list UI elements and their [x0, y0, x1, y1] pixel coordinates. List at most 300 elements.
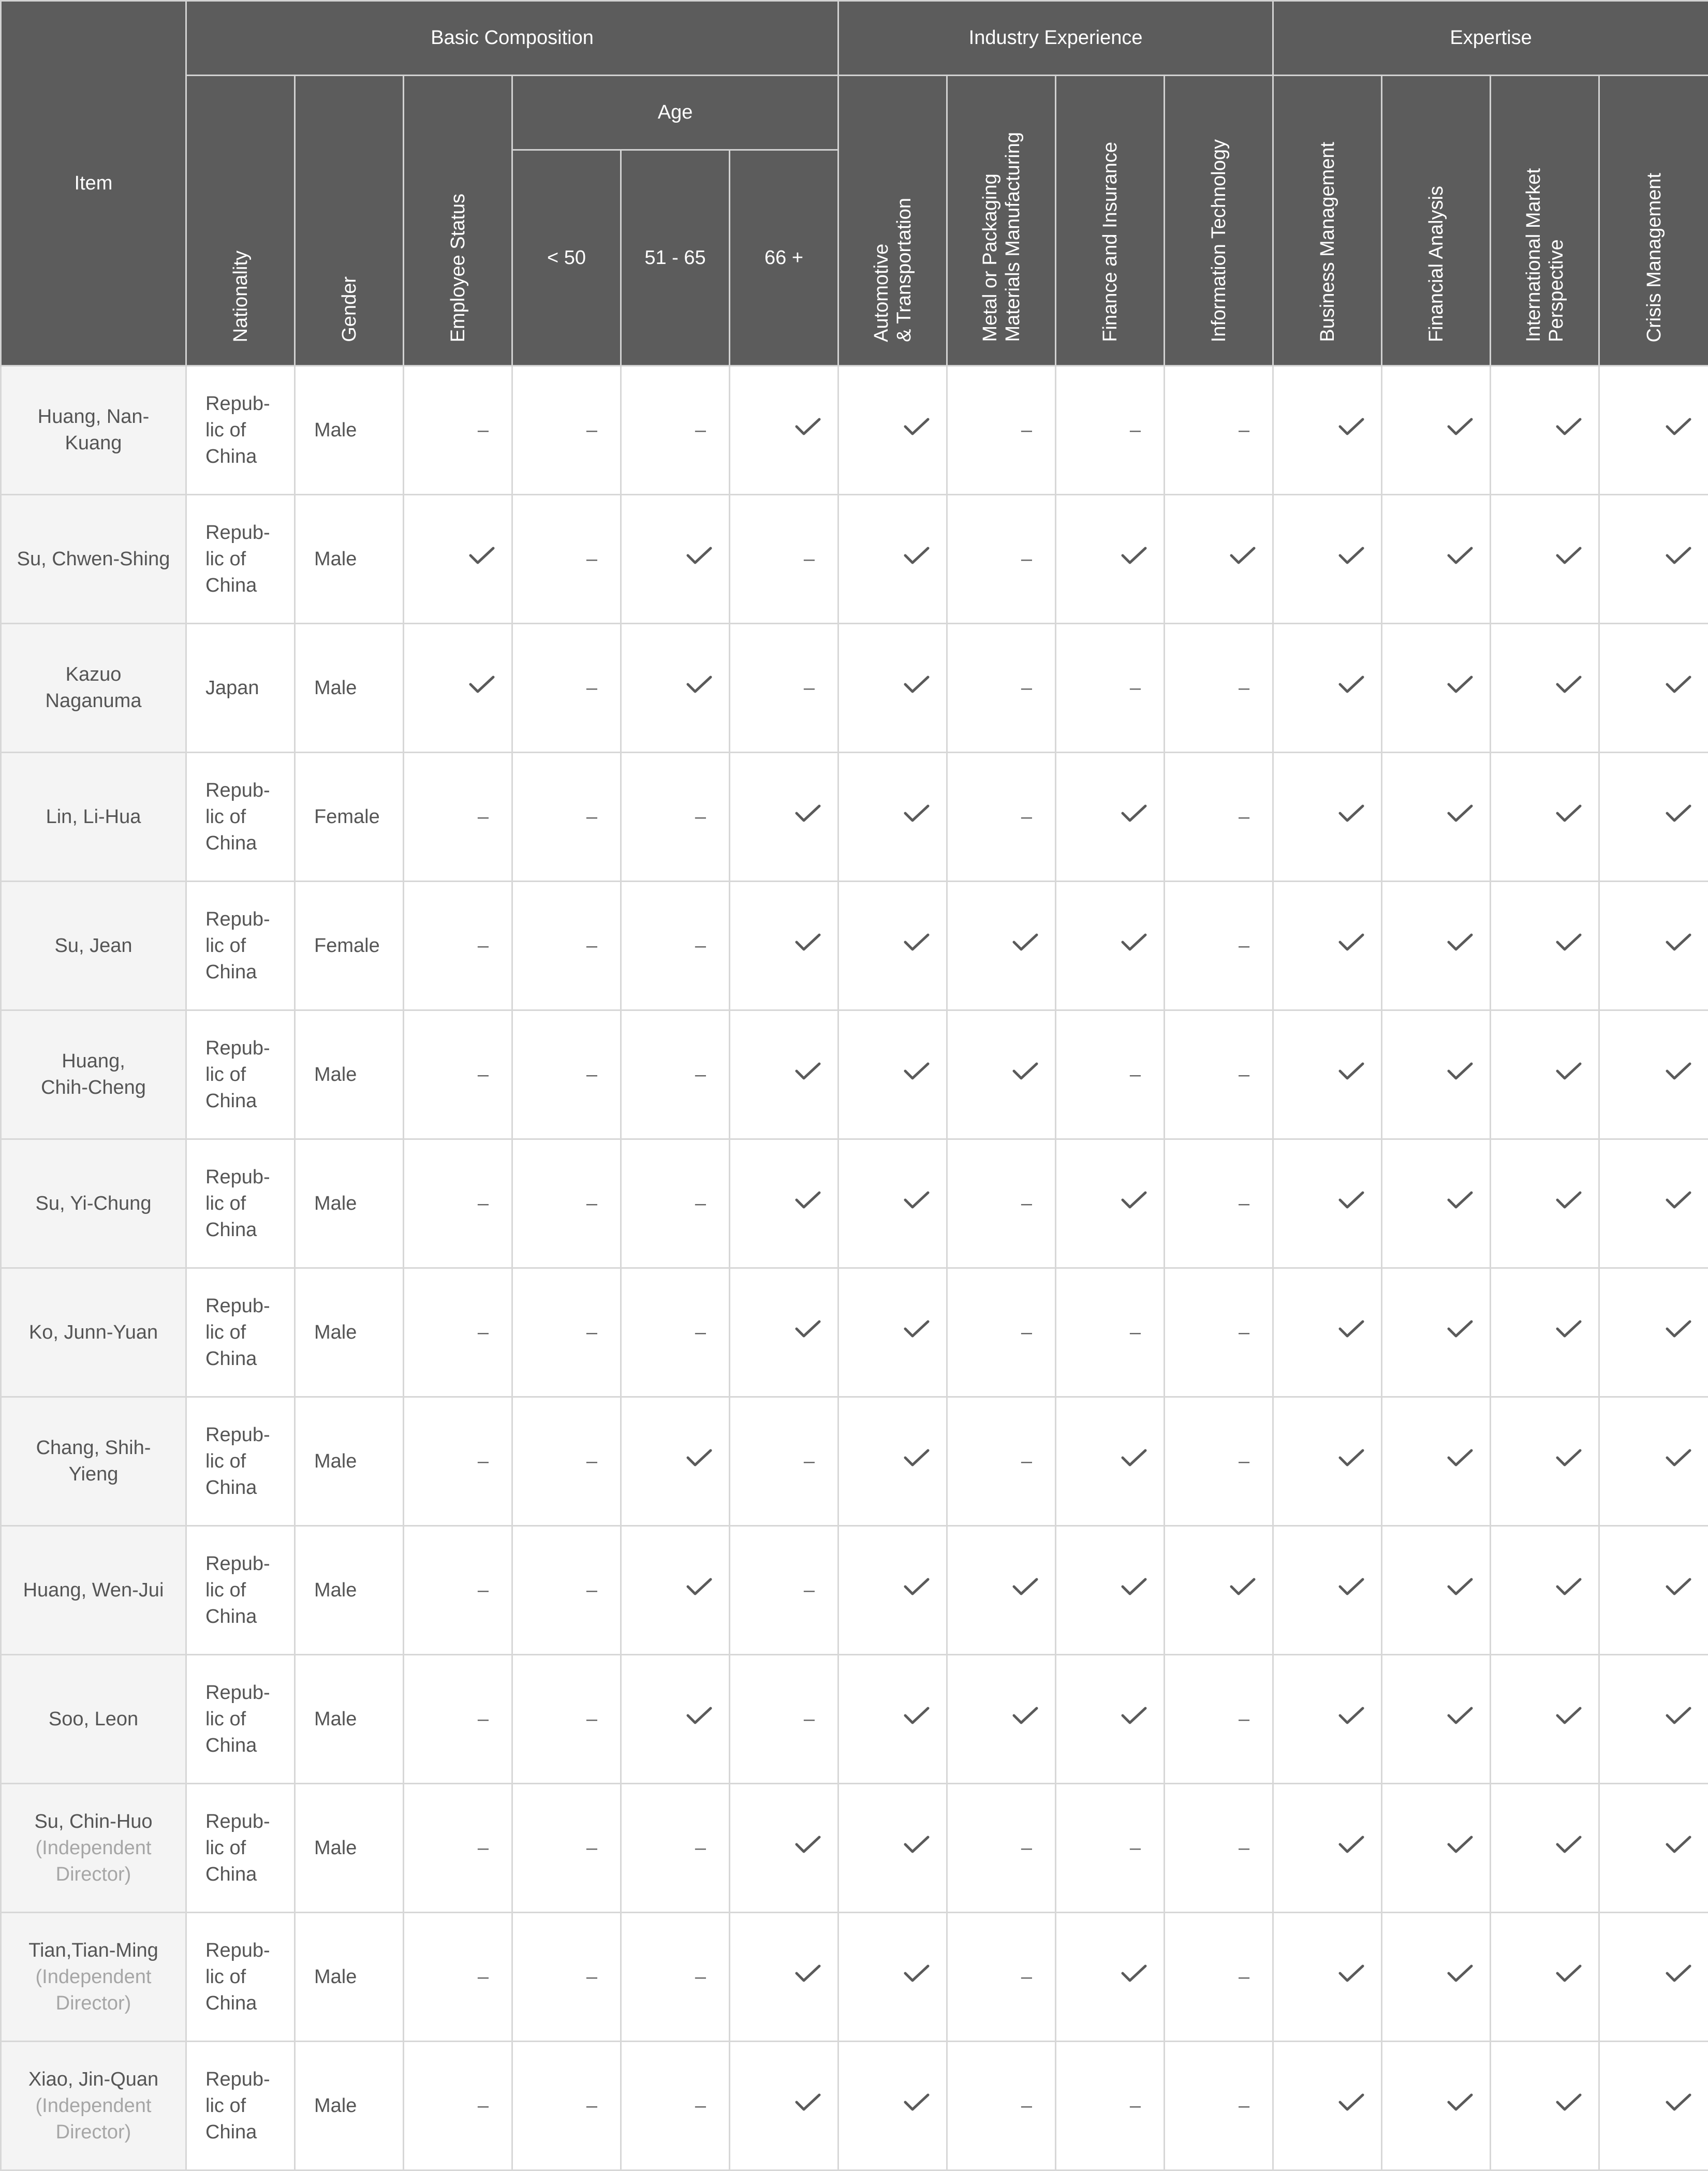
business-management-cell — [1273, 1526, 1382, 1655]
check-icon — [685, 674, 713, 695]
information-technology-cell — [1165, 1913, 1273, 2042]
check-icon — [1446, 1576, 1474, 1597]
age-under-50-cell — [512, 2042, 621, 2170]
check-icon — [1446, 1963, 1474, 1984]
crisis-management-cell — [1599, 1655, 1708, 1784]
director-name: Soo, Leon — [48, 1708, 139, 1730]
financial-analysis-cell — [1382, 495, 1491, 624]
information-technology-cell — [1165, 624, 1273, 753]
check-icon — [1555, 1576, 1583, 1597]
dash-mark: – — [586, 1708, 597, 1730]
international-market-cell — [1491, 624, 1599, 753]
age-51-65-cell — [621, 1397, 730, 1526]
gender-cell: Male — [295, 624, 404, 753]
table-row — [1, 1784, 1708, 1913]
dash-mark: – — [1129, 419, 1141, 441]
check-icon — [1555, 1705, 1583, 1726]
table-row — [1, 1526, 1708, 1655]
crisis-management-cell — [1599, 1526, 1708, 1655]
check-icon — [1337, 1447, 1365, 1468]
gender-cell: Female — [295, 753, 404, 882]
dash-mark: – — [586, 934, 597, 957]
dash-mark: – — [477, 1063, 489, 1086]
dash-mark: – — [1021, 419, 1033, 441]
dash-mark: – — [803, 1708, 815, 1730]
dash-mark: – — [586, 1579, 597, 1601]
dash-mark: – — [586, 1192, 597, 1214]
check-icon — [1011, 1061, 1039, 1081]
finance-insurance-cell — [1056, 1139, 1165, 1268]
employee-status-cell — [404, 1784, 512, 1913]
director-name: Huang, Wen-Jui — [23, 1579, 164, 1601]
age-under-50-cell — [512, 1913, 621, 2042]
dash-mark: – — [695, 1321, 706, 1343]
check-icon — [1120, 1190, 1148, 1210]
finance-insurance-cell — [1056, 1268, 1165, 1397]
check-icon — [1665, 1190, 1692, 1210]
check-icon — [1120, 545, 1148, 566]
check-icon — [1120, 803, 1148, 824]
metal-packaging-cell — [947, 1268, 1056, 1397]
crisis-management-cell — [1599, 1397, 1708, 1526]
automotive-cell — [838, 1784, 947, 1913]
nationality-cell: Repub- lic of China — [186, 495, 295, 624]
dash-mark: – — [477, 2094, 489, 2117]
international-market-cell — [1491, 753, 1599, 882]
director-cell — [1, 753, 186, 882]
director-name: Huang, Nan- Kuang — [37, 406, 150, 454]
check-icon — [1446, 1318, 1474, 1339]
director-cell — [1, 495, 186, 624]
check-icon — [794, 1963, 822, 1984]
international-market-cell — [1491, 495, 1599, 624]
check-icon — [1337, 1705, 1365, 1726]
automotive-cell — [838, 1268, 947, 1397]
director-name: Su, Chin-Huo — [34, 1810, 153, 1832]
check-icon — [1446, 1834, 1474, 1855]
dash-mark: – — [1238, 1192, 1250, 1214]
age-51-65-cell — [621, 1526, 730, 1655]
dash-mark: – — [1238, 1708, 1250, 1730]
financial-analysis-cell — [1382, 1397, 1491, 1526]
director-name: Kazuo Naganuma — [45, 664, 142, 712]
header-automotive-transportation: Automotive & Transportation — [838, 76, 947, 366]
director-cell — [1, 1139, 186, 1268]
information-technology-cell — [1165, 2042, 1273, 2170]
gender-cell: Male — [295, 1913, 404, 2042]
header-information-technology: Information Technology — [1165, 76, 1273, 366]
gender-cell: Male — [295, 1139, 404, 1268]
automotive-cell — [838, 2042, 947, 2170]
metal-packaging-cell — [947, 1784, 1056, 1913]
gender-cell: Male — [295, 1268, 404, 1397]
finance-insurance-cell — [1056, 495, 1165, 624]
dash-mark: – — [586, 2094, 597, 2117]
header-age-51-65: 51 - 65 — [621, 150, 730, 366]
automotive-cell — [838, 882, 947, 1010]
age-under-50-cell — [512, 366, 621, 495]
director-cell — [1, 1913, 186, 2042]
gender-cell: Male — [295, 1784, 404, 1913]
dash-mark: – — [477, 1965, 489, 1988]
check-icon — [1446, 1190, 1474, 1210]
dash-mark: – — [1238, 1837, 1250, 1859]
dash-mark: – — [1021, 1450, 1033, 1472]
employee-status-cell — [404, 495, 512, 624]
age-under-50-cell — [512, 753, 621, 882]
director-cell — [1, 1784, 186, 1913]
dash-mark: – — [1238, 934, 1250, 957]
information-technology-cell — [1165, 1655, 1273, 1784]
age-51-65-cell — [621, 624, 730, 753]
check-icon — [1337, 1061, 1365, 1081]
age-under-50-cell — [512, 1268, 621, 1397]
header-group-expertise: Expertise — [1273, 1, 1708, 76]
metal-packaging-cell — [947, 1655, 1056, 1784]
age-under-50-cell — [512, 882, 621, 1010]
table-body — [1, 366, 1708, 2170]
information-technology-cell — [1165, 495, 1273, 624]
dash-mark: – — [586, 677, 597, 699]
age-51-65-cell — [621, 753, 730, 882]
international-market-cell — [1491, 366, 1599, 495]
information-technology-cell — [1165, 1397, 1273, 1526]
employee-status-cell — [404, 1268, 512, 1397]
dash-mark: – — [1238, 677, 1250, 699]
check-icon — [1120, 932, 1148, 952]
director-cell — [1, 1268, 186, 1397]
age-66-plus-cell — [730, 882, 838, 1010]
check-icon — [1337, 1318, 1365, 1339]
automotive-cell — [838, 495, 947, 624]
director-cell — [1, 882, 186, 1010]
director-name: Su, Jean — [54, 934, 132, 957]
crisis-management-cell — [1599, 624, 1708, 753]
nationality-cell: Repub- lic of China — [186, 1526, 295, 1655]
financial-analysis-cell — [1382, 753, 1491, 882]
metal-packaging-cell — [947, 753, 1056, 882]
crisis-management-cell — [1599, 1268, 1708, 1397]
metal-packaging-cell — [947, 1397, 1056, 1526]
business-management-cell — [1273, 1010, 1382, 1139]
check-icon — [1665, 1061, 1692, 1081]
crisis-management-cell — [1599, 366, 1708, 495]
information-technology-cell — [1165, 1526, 1273, 1655]
age-66-plus-cell — [730, 753, 838, 882]
employee-status-cell — [404, 1655, 512, 1784]
information-technology-cell — [1165, 1784, 1273, 1913]
check-icon — [1665, 932, 1692, 952]
dash-mark: – — [477, 805, 489, 828]
check-icon — [1229, 545, 1257, 566]
dash-mark: – — [586, 1321, 597, 1343]
check-icon — [1665, 1318, 1692, 1339]
gender-cell: Male — [295, 1397, 404, 1526]
dash-mark: – — [1238, 1321, 1250, 1343]
finance-insurance-cell — [1056, 2042, 1165, 2170]
automotive-cell — [838, 1139, 947, 1268]
nationality-cell: Repub- lic of China — [186, 753, 295, 882]
table-header — [1, 1, 1708, 366]
check-icon — [1337, 2092, 1365, 2113]
international-market-cell — [1491, 1784, 1599, 1913]
director-name: Xiao, Jin-Quan — [28, 2068, 159, 2090]
check-icon — [903, 1576, 931, 1597]
employee-status-cell — [404, 1010, 512, 1139]
dash-mark: – — [1238, 419, 1250, 441]
international-market-cell — [1491, 1139, 1599, 1268]
check-icon — [1665, 803, 1692, 824]
dash-mark: – — [695, 1192, 706, 1214]
check-icon — [794, 1318, 822, 1339]
nationality-cell: Repub- lic of China — [186, 1784, 295, 1913]
business-management-cell — [1273, 753, 1382, 882]
dash-mark: – — [1129, 1321, 1141, 1343]
dash-mark: – — [586, 1450, 597, 1472]
financial-analysis-cell — [1382, 1655, 1491, 1784]
header-age-under-50: < 50 — [512, 150, 621, 366]
metal-packaging-cell — [947, 1526, 1056, 1655]
nationality-cell: Repub- lic of China — [186, 1010, 295, 1139]
age-51-65-cell — [621, 366, 730, 495]
age-66-plus-cell — [730, 1784, 838, 1913]
check-icon — [903, 803, 931, 824]
check-icon — [1446, 932, 1474, 952]
dash-mark: – — [695, 419, 706, 441]
business-management-cell — [1273, 2042, 1382, 2170]
director-name: Su, Chwen-Shing — [17, 548, 170, 570]
dash-mark: – — [695, 805, 706, 828]
header-group-industry-experience: Industry Experience — [838, 1, 1273, 76]
information-technology-cell — [1165, 1010, 1273, 1139]
check-icon — [1665, 1576, 1692, 1597]
finance-insurance-cell — [1056, 753, 1165, 882]
employee-status-cell — [404, 1397, 512, 1526]
metal-packaging-cell — [947, 495, 1056, 624]
financial-analysis-cell — [1382, 1268, 1491, 1397]
dash-mark: – — [1129, 2094, 1141, 2117]
dash-mark: – — [1021, 1837, 1033, 1859]
automotive-cell — [838, 1526, 947, 1655]
table-row — [1, 1268, 1708, 1397]
age-under-50-cell — [512, 1010, 621, 1139]
international-market-cell — [1491, 1397, 1599, 1526]
age-66-plus-cell — [730, 1526, 838, 1655]
dash-mark: – — [1021, 805, 1033, 828]
director-name: Su, Yi-Chung — [35, 1192, 152, 1214]
nationality-cell: Repub- lic of China — [186, 1139, 295, 1268]
information-technology-cell — [1165, 1268, 1273, 1397]
information-technology-cell — [1165, 1139, 1273, 1268]
check-icon — [903, 1834, 931, 1855]
gender-cell: Male — [295, 1526, 404, 1655]
age-51-65-cell — [621, 1655, 730, 1784]
check-icon — [1665, 416, 1692, 437]
check-icon — [1665, 1963, 1692, 1984]
check-icon — [1665, 674, 1692, 695]
check-icon — [903, 1705, 931, 1726]
age-51-65-cell — [621, 1784, 730, 1913]
check-icon — [794, 932, 822, 952]
check-icon — [794, 1834, 822, 1855]
check-icon — [1120, 1963, 1148, 1984]
check-icon — [794, 1190, 822, 1210]
header-gender: Gender — [295, 76, 404, 366]
check-icon — [1337, 1576, 1365, 1597]
dash-mark: – — [477, 1321, 489, 1343]
automotive-cell — [838, 366, 947, 495]
dash-mark: – — [1021, 2094, 1033, 2117]
business-management-cell — [1273, 366, 1382, 495]
dash-mark: – — [1238, 1450, 1250, 1472]
age-51-65-cell — [621, 1268, 730, 1397]
age-66-plus-cell — [730, 2042, 838, 2170]
financial-analysis-cell — [1382, 1913, 1491, 2042]
dash-mark: – — [1021, 1321, 1033, 1343]
dash-mark: – — [1129, 1837, 1141, 1859]
age-66-plus-cell — [730, 1268, 838, 1397]
table-row — [1, 366, 1708, 495]
business-management-cell — [1273, 1268, 1382, 1397]
director-name: Lin, Li-Hua — [46, 805, 141, 828]
crisis-management-cell — [1599, 753, 1708, 882]
age-under-50-cell — [512, 1526, 621, 1655]
dash-mark: – — [586, 1837, 597, 1859]
automotive-cell — [838, 1913, 947, 2042]
dash-mark: – — [477, 1450, 489, 1472]
employee-status-cell — [404, 1913, 512, 2042]
information-technology-cell — [1165, 753, 1273, 882]
financial-analysis-cell — [1382, 1784, 1491, 1913]
metal-packaging-cell — [947, 1139, 1056, 1268]
metal-packaging-cell — [947, 366, 1056, 495]
table-row — [1, 1139, 1708, 1268]
director-name: Tian,Tian-Ming — [28, 1939, 158, 1961]
nationality-cell: Japan — [186, 624, 295, 753]
finance-insurance-cell — [1056, 624, 1165, 753]
dash-mark: – — [695, 2094, 706, 2117]
check-icon — [1337, 1190, 1365, 1210]
check-icon — [1446, 545, 1474, 566]
table-row — [1, 753, 1708, 882]
check-icon — [1665, 1834, 1692, 1855]
gender-cell: Male — [295, 1010, 404, 1139]
age-66-plus-cell — [730, 1397, 838, 1526]
financial-analysis-cell — [1382, 882, 1491, 1010]
age-51-65-cell — [621, 1913, 730, 2042]
finance-insurance-cell — [1056, 1397, 1165, 1526]
international-market-cell — [1491, 1655, 1599, 1784]
table-row — [1, 495, 1708, 624]
header-age-66-plus: 66 + — [730, 150, 838, 366]
dash-mark: – — [477, 1579, 489, 1601]
crisis-management-cell — [1599, 1010, 1708, 1139]
check-icon — [1665, 545, 1692, 566]
check-icon — [903, 932, 931, 952]
age-66-plus-cell — [730, 624, 838, 753]
dash-mark: – — [586, 805, 597, 828]
metal-packaging-cell — [947, 1010, 1056, 1139]
check-icon — [903, 674, 931, 695]
finance-insurance-cell — [1056, 1784, 1165, 1913]
employee-status-cell — [404, 882, 512, 1010]
director-cell — [1, 1010, 186, 1139]
check-icon — [1555, 2092, 1583, 2113]
age-51-65-cell — [621, 1139, 730, 1268]
employee-status-cell — [404, 1139, 512, 1268]
check-icon — [1446, 803, 1474, 824]
check-icon — [903, 1190, 931, 1210]
check-icon — [1337, 932, 1365, 952]
age-66-plus-cell — [730, 366, 838, 495]
international-market-cell — [1491, 1913, 1599, 2042]
director-cell — [1, 1526, 186, 1655]
employee-status-cell — [404, 1526, 512, 1655]
check-icon — [468, 674, 496, 695]
information-technology-cell — [1165, 366, 1273, 495]
business-management-cell — [1273, 882, 1382, 1010]
header-group-basic-composition: Basic Composition — [186, 1, 838, 76]
dash-mark: – — [586, 419, 597, 441]
check-icon — [685, 1576, 713, 1597]
header-crisis-management: Crisis Management — [1599, 76, 1708, 366]
age-66-plus-cell — [730, 495, 838, 624]
dash-mark: – — [477, 934, 489, 957]
header-item: Item — [1, 1, 186, 366]
financial-analysis-cell — [1382, 366, 1491, 495]
check-icon — [903, 1447, 931, 1468]
check-icon — [1555, 1318, 1583, 1339]
automotive-cell — [838, 1397, 947, 1526]
director-cell — [1, 2042, 186, 2170]
dash-mark: – — [803, 1579, 815, 1601]
metal-packaging-cell — [947, 2042, 1056, 2170]
automotive-cell — [838, 624, 947, 753]
check-icon — [903, 1963, 931, 1984]
automotive-cell — [838, 1010, 947, 1139]
table-row — [1, 1655, 1708, 1784]
check-icon — [903, 1061, 931, 1081]
nationality-cell: Repub- lic of China — [186, 1655, 295, 1784]
crisis-management-cell — [1599, 1784, 1708, 1913]
nationality-cell: Repub- lic of China — [186, 366, 295, 495]
finance-insurance-cell — [1056, 1655, 1165, 1784]
employee-status-cell — [404, 624, 512, 753]
international-market-cell — [1491, 1268, 1599, 1397]
check-icon — [1555, 1447, 1583, 1468]
crisis-management-cell — [1599, 1913, 1708, 2042]
check-icon — [1555, 1190, 1583, 1210]
business-management-cell — [1273, 1397, 1382, 1526]
business-management-cell — [1273, 1139, 1382, 1268]
check-icon — [1446, 1705, 1474, 1726]
age-66-plus-cell — [730, 1913, 838, 2042]
gender-cell: Male — [295, 1655, 404, 1784]
finance-insurance-cell — [1056, 882, 1165, 1010]
check-icon — [903, 2092, 931, 2113]
check-icon — [1120, 1576, 1148, 1597]
table-row — [1, 882, 1708, 1010]
gender-cell: Male — [295, 2042, 404, 2170]
nationality-cell: Repub- lic of China — [186, 1913, 295, 2042]
finance-insurance-cell — [1056, 1913, 1165, 2042]
dash-mark: – — [586, 1965, 597, 1988]
gender-cell: Male — [295, 366, 404, 495]
metal-packaging-cell — [947, 1913, 1056, 2042]
employee-status-cell — [404, 753, 512, 882]
header-metal-packaging-manufacturing: Metal or Packaging Materials Manufacturing — [947, 76, 1056, 366]
director-cell — [1, 624, 186, 753]
